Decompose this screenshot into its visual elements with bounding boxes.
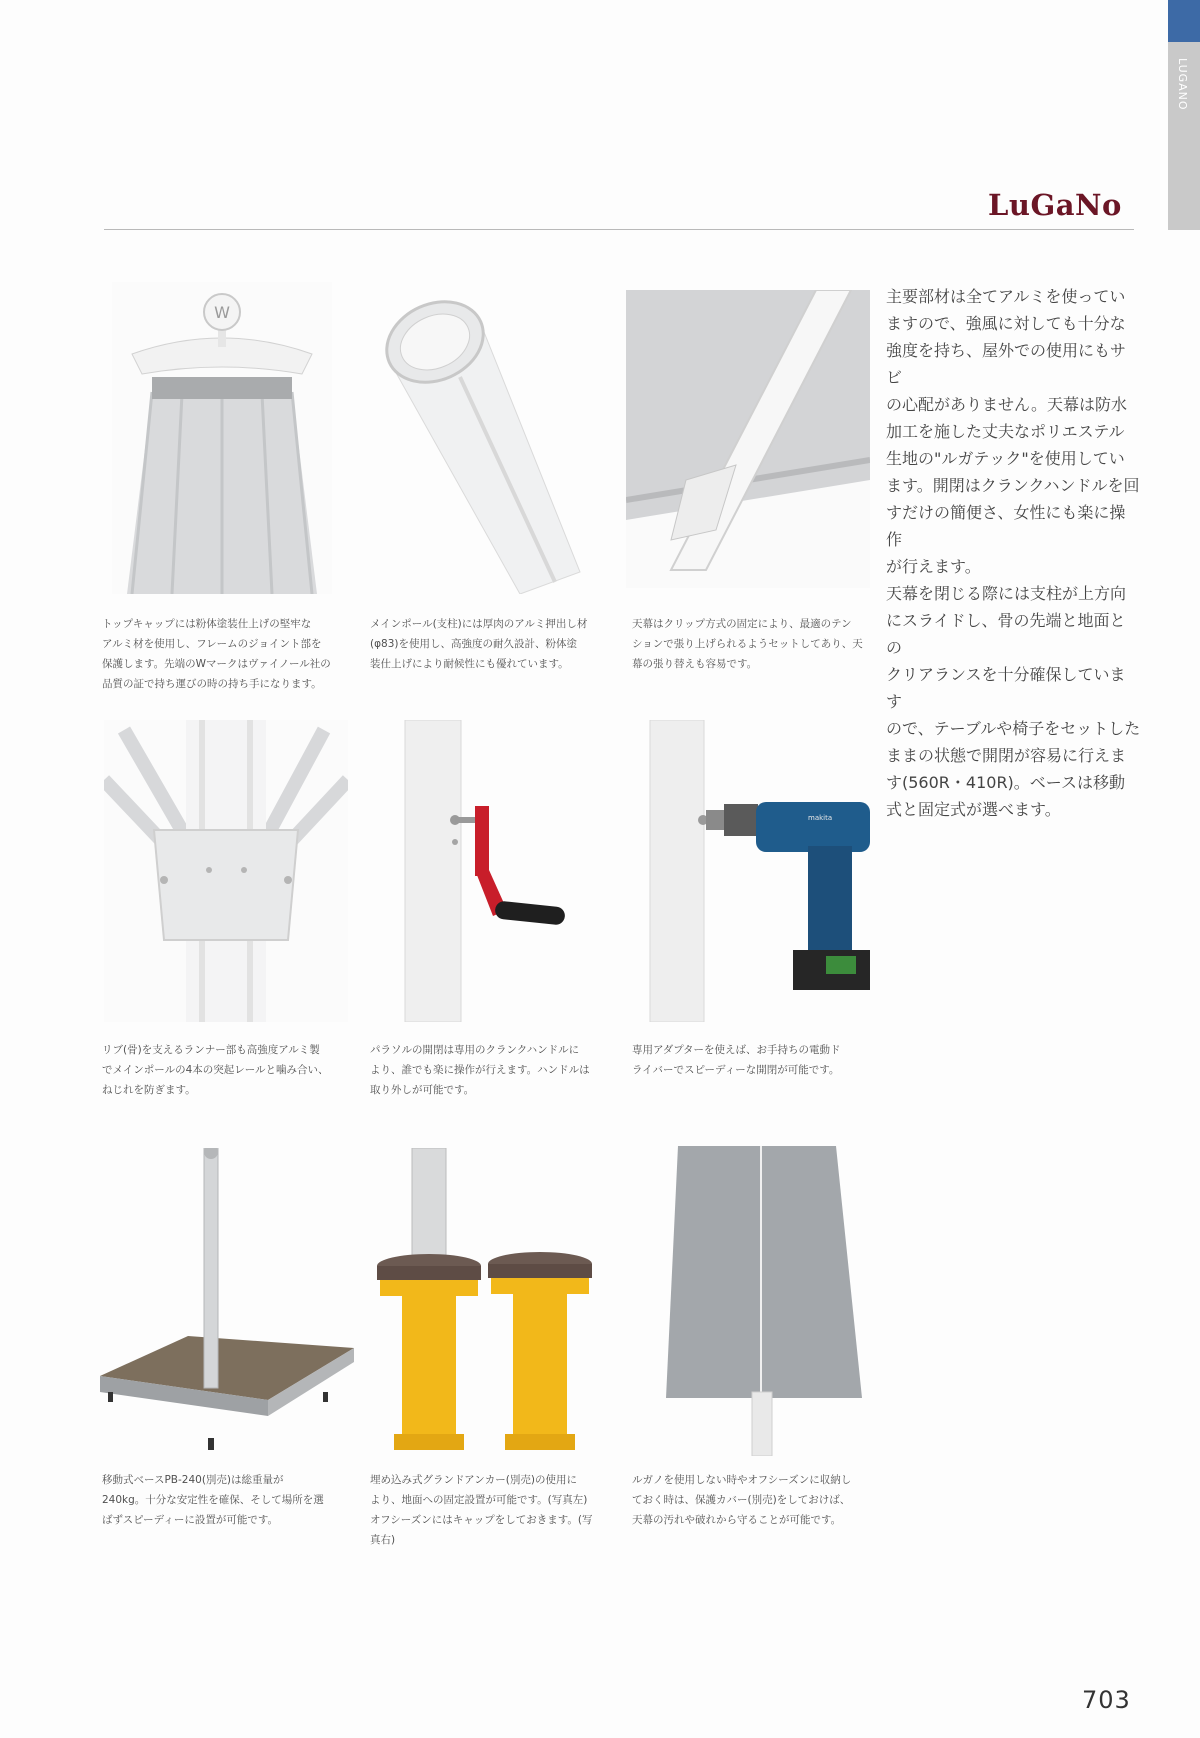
product-description: 主要部材は全てアルミを使ってい ますので、強風に対しても十分な 強度を持ち、屋外での使用にもサビ の心配がありません。天幕は防水 加工を施した丈夫なポリエステル 生地の"ルガテック"を使用してい ます。開閉はクランクハンドルを回 すだけの簡便さ、女性にも楽に操作 が行えます。 天幕を閉じる際には支柱が上方向 にスライドし、骨の先端と地面との クリアランスを十分確保しています ので、テーブルや椅子をセットした ままの状態で開閉が容易に行えま す(560R・410R)。ベースは移動 式と固定式が選べます。 — [886, 287, 1141, 819]
caption-main-pole: メインポール(支柱)には厚肉のアルミ押出し材 (φ83)を使用し、高強度の耐久設計、粉体塗 装仕上げにより耐候性にも優れています。 — [370, 618, 588, 670]
caption-crank-handle: パラソルの開閉は専用のクランクハンドルに より、誰でも楽に操作が行えます。ハンドルは 取り外しが可能です。 — [370, 1044, 590, 1096]
caption-mobile-base: 移動式ベースPB-240(別売)は総重量が 240kg。十分な安定性を確保、そして場所を選 ばずスピーディーに設置が可能です。 — [102, 1474, 324, 1526]
caption-canopy-clip: 天幕はクリップ方式の固定により、最適のテン ションで張り上げられるようセットしてあり、天 幕の張り替えも容易です。 — [632, 618, 863, 670]
brand-logo: LuGaNo — [988, 188, 1122, 222]
caption-runner: リブ(骨)を支えるランナー部も高強度アルミ製 でメインポールの4本の突起レールと噛み合い、 ねじれを防ぎます。 — [102, 1044, 329, 1096]
photo-mobile-base — [98, 1148, 354, 1454]
drill-brand-text: makita — [808, 814, 833, 822]
tab-label: LUGANO — [1176, 58, 1189, 111]
caption-ground-anchor: 埋め込み式グランドアンカー(別売)の使用に より、地面への固定設置が可能です。(写真左) オフシーズンにはキャップをしておきます。(写 真右) — [370, 1474, 593, 1546]
photo-ground-anchor — [372, 1148, 608, 1458]
photo-power-adapter — [648, 720, 870, 1022]
photo-protective-cover — [666, 1146, 862, 1456]
page-number: 703 — [1082, 1686, 1131, 1714]
side-index-tab — [1168, 0, 1200, 230]
photo-canopy-clip — [626, 290, 870, 588]
caption-protective-cover: ルガノを使用しない時やオフシーズンに収納し ておく時は、保護カバー(別売)をしておけば、 天幕の汚れや破れから守ることが可能です。 — [632, 1474, 852, 1526]
caption-power-adapter: 専用アダプターを使えば、お手持ちの電動ド ライバーでスピーディーな開閉が可能です。 — [632, 1044, 841, 1076]
photo-runner — [104, 720, 348, 1022]
w-logo-text: W — [214, 303, 230, 322]
photo-main-pole — [370, 282, 610, 594]
tab-accent — [1168, 0, 1200, 42]
photo-crank-handle — [395, 720, 585, 1022]
header-rule — [104, 229, 1134, 230]
photo-top-cap — [112, 282, 332, 594]
caption-top-cap: トップキャップには粉体塗装仕上げの堅牢な アルミ材を使用し、フレームのジョイント部を 保護します。先端のWマークはヴァイノール社の 品質の証で持ち運びの時の持ち手になります。 — [102, 618, 331, 690]
